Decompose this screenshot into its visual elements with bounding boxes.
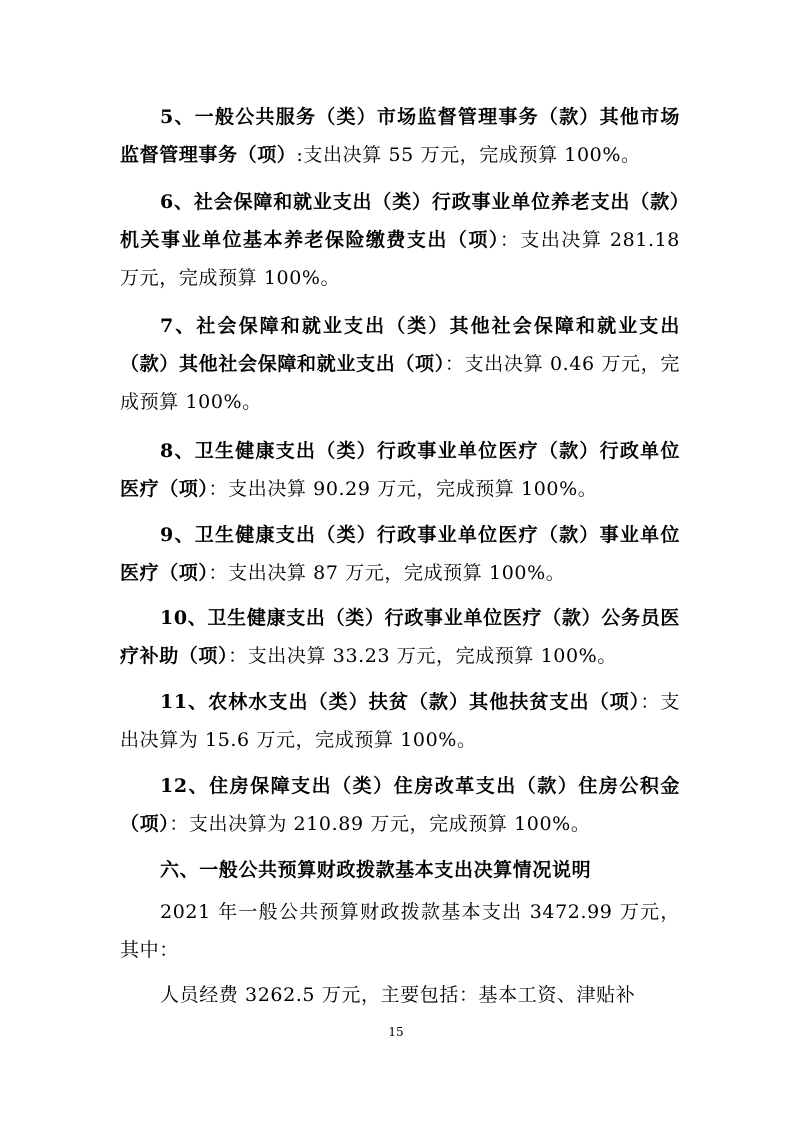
paragraph-item-9 <box>120 516 680 592</box>
paragraph-item-6-heading: 6、社会保障和就业支出（类）行政事业单位养老支出（款）机关事业单位基本养老保险缴费支出（项） <box>120 191 680 251</box>
paragraph-item-12-heading: 12、住房保障支出（类）住房改革支出（款）住房公积金（项） <box>120 775 680 835</box>
paragraph-item-8-heading: 8、卫生健康支出（类）行政事业单位医疗（款）行政单位医疗（项） <box>120 440 680 500</box>
paragraph-item-10 <box>120 599 680 675</box>
paragraph-item-7 <box>120 307 680 421</box>
paragraph-item-6-text: ：支出决算 281.18 万元，完成预算 100%。 <box>120 229 680 289</box>
paragraph-item-9-heading: 9、卫生健康支出（类）行政事业单位医疗（款）事业单位医疗（项） <box>120 524 680 584</box>
paragraph-item-9-text: ：支出决算 87 万元，完成预算 100%。 <box>208 562 566 584</box>
paragraph-item-7-text: ：支出决算 0.46 万元，完成预算 100%。 <box>120 353 680 413</box>
paragraph-item-10-heading: 10、卫生健康支出（类）行政事业单位医疗（款）公务员医疗补助（项） <box>120 607 680 667</box>
paragraph-item-5 <box>120 98 680 174</box>
paragraph-item-8-text: ：支出决算 90.29 万元，完成预算 100%。 <box>208 478 598 500</box>
paragraph-item-12 <box>120 767 680 843</box>
section-heading: 六、一般公共预算财政拨款基本支出决算情况说明 <box>160 859 592 881</box>
paragraph-item-5-heading: 5、一般公共服务（类）市场监督管理事务（款）其他市场监督管理事务（项） <box>120 106 680 166</box>
paragraph-item-10-text: ：支出决算 33.23 万元，完成预算 100%。 <box>228 645 617 667</box>
paragraph-item-5-text: :支出决算 55 万元，完成预算 100%。 <box>296 144 641 166</box>
paragraph-item-7-heading: 7、社会保障和就业支出（类）其他社会保障和就业支出（款）其他社会保障和就业支出（项） <box>120 315 680 375</box>
paragraph-item-11 <box>120 683 680 759</box>
paragraph-item-8 <box>120 432 680 508</box>
paragraph-item-11-text: ：支出决算为 15.6 万元，完成预算 100%。 <box>120 691 680 751</box>
summary-paragraph: 2021 年一般公共预算财政拨款基本支出 3472.99 万元，其中： <box>120 901 680 961</box>
page-number: 15 <box>388 1025 404 1039</box>
personnel-paragraph: 人员经费 3262.5 万元，主要包括：基本工资、津贴补 <box>160 984 636 1006</box>
paragraph-item-6 <box>120 183 680 297</box>
paragraph-item-11-heading: 11、农林水支出（类）扶贫（款）其他扶贫支出（项） <box>160 691 641 713</box>
paragraph-item-12-text: ：支出决算为 210.89 万元，完成预算 100%。 <box>169 813 591 835</box>
